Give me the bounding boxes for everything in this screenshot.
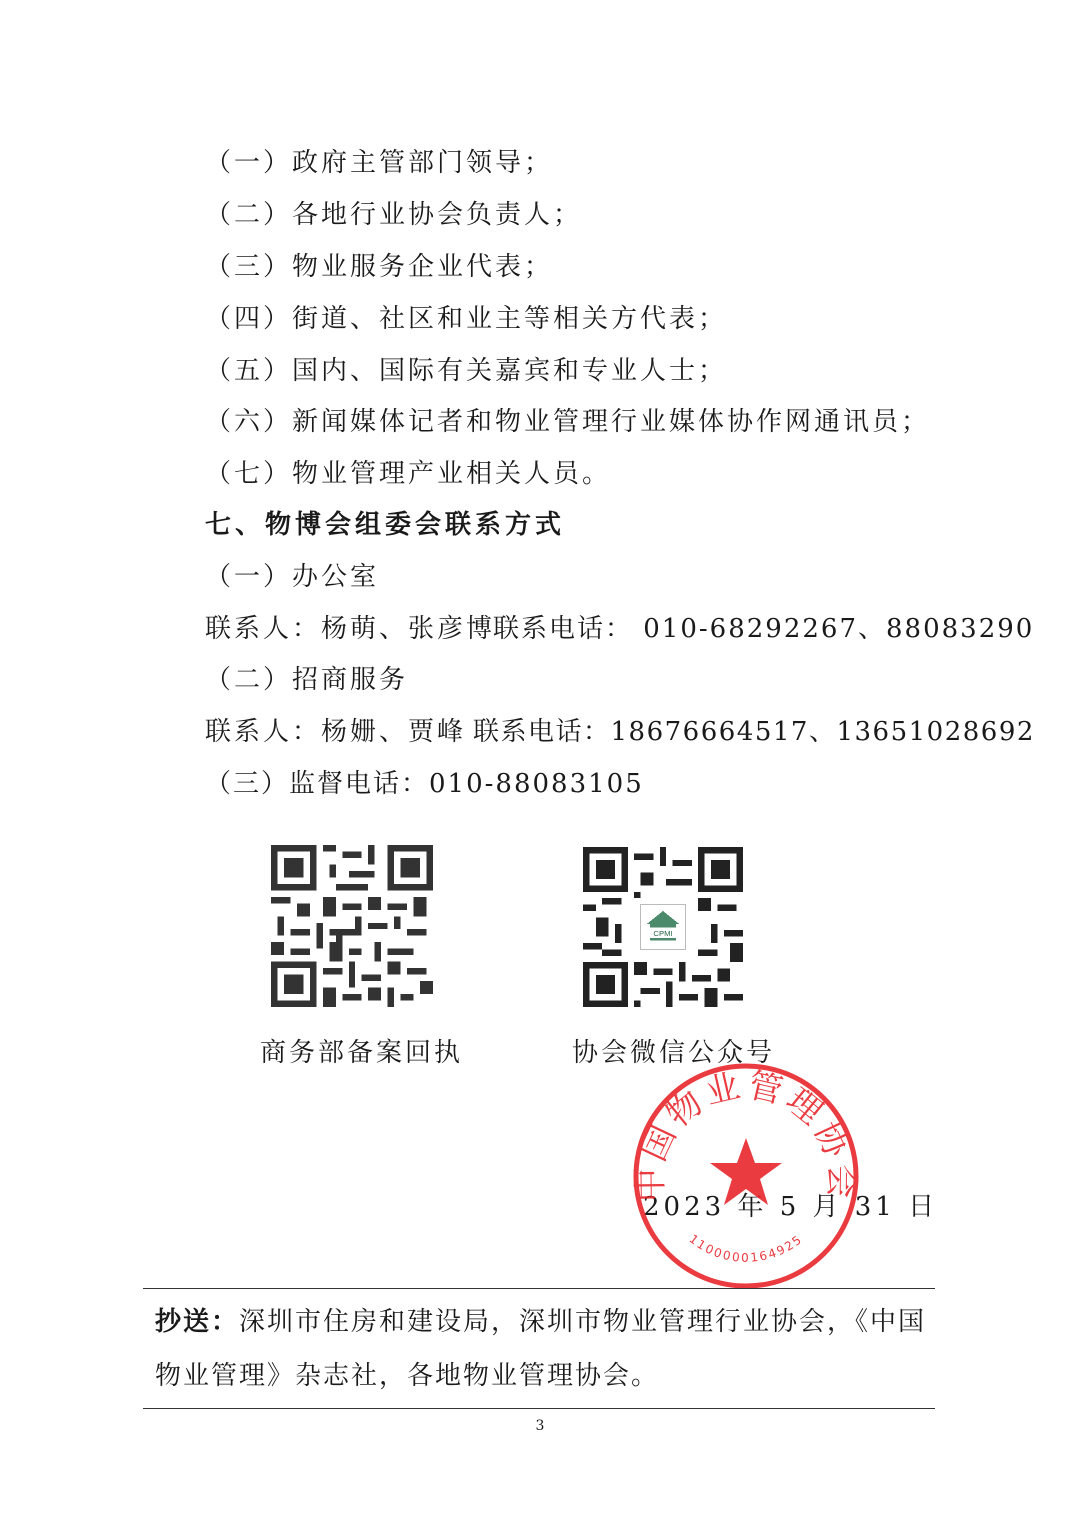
attendee-item-4: （四）街道、社区和业主等相关方代表； bbox=[205, 304, 728, 334]
supervision-phone: （三）监督电话：010-88083105 bbox=[205, 769, 644, 799]
attendee-item-2: （二）各地行业协会负责人； bbox=[205, 200, 583, 230]
office-contact-row bbox=[205, 614, 1035, 644]
attendee-item-1: （一）政府主管部门领导； bbox=[205, 148, 554, 178]
investment-label: （二）招商服务 bbox=[205, 665, 409, 695]
attendee-item-7: （七）物业管理产业相关人员。 bbox=[205, 459, 612, 489]
page-number: 3 bbox=[535, 1418, 545, 1434]
cc-line-1 bbox=[155, 1307, 926, 1337]
cc-recipients-2: 物业管理》杂志社，各地物业管理协会。 bbox=[155, 1361, 660, 1391]
investment-contact-row bbox=[205, 717, 1035, 747]
cc-top-rule bbox=[143, 1288, 935, 1289]
office-phone: 联系电话： 010-68292267、88083290 bbox=[493, 614, 1035, 644]
investment-contact: 联系人：杨姗、贾峰 bbox=[205, 717, 467, 747]
attendee-item-6: （六）新闻媒体记者和物业管理行业媒体协作网通讯员； bbox=[205, 407, 931, 437]
qr-caption-wechat-account: 协会微信公众号 bbox=[572, 1038, 776, 1068]
qr-code-filing-receipt bbox=[271, 845, 433, 1007]
investment-phone: 联系电话：18676664517、13651028692 bbox=[473, 717, 1035, 747]
office-label: （一）办公室 bbox=[205, 562, 380, 592]
attendee-item-3: （三）物业服务企业代表； bbox=[205, 252, 554, 282]
cc-bottom-rule bbox=[143, 1408, 935, 1409]
attendee-item-5: （五）国内、国际有关嘉宾和专业人士； bbox=[205, 356, 728, 386]
office-contact: 联系人：杨萌、张彦博 bbox=[205, 614, 496, 644]
cc-recipients-1: 深圳市住房和建设局，深圳市物业管理行业协会，《中国 bbox=[239, 1307, 927, 1337]
section-heading: 七、物博会组委会联系方式 bbox=[205, 510, 566, 540]
svg-text:中国物业管理协会: 中国物业管理协会 bbox=[630, 1065, 862, 1203]
qr-code-wechat-account bbox=[583, 847, 743, 1007]
qr-logo-text: CPMI bbox=[653, 928, 673, 938]
document-date: 2023 年 5 月 31 日 bbox=[643, 1192, 939, 1222]
cc-label: 抄送： bbox=[155, 1307, 240, 1337]
svg-text:1100000164925: 1100000164925 bbox=[686, 1231, 806, 1265]
qr-caption-filing-receipt: 商务部备案回执 bbox=[260, 1038, 464, 1068]
official-seal bbox=[630, 1060, 862, 1292]
